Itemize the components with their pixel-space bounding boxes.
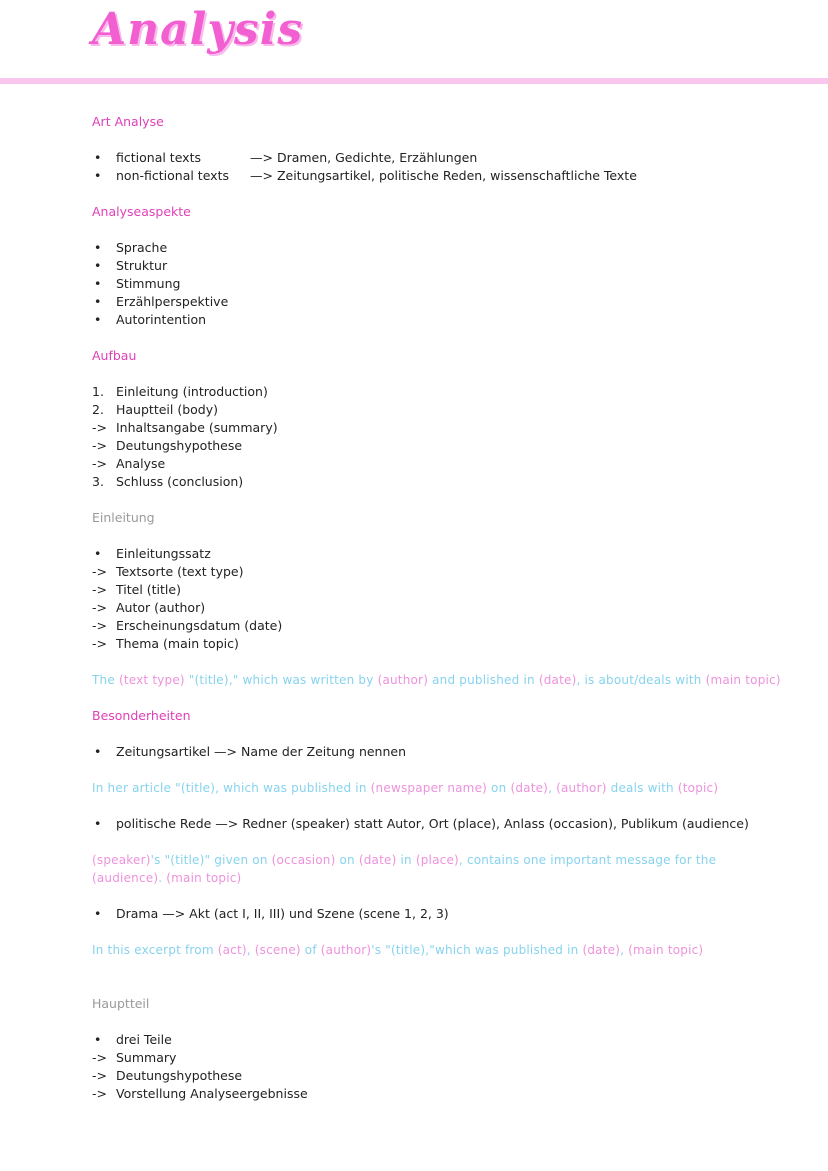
list-marker: ->	[92, 438, 107, 453]
list-item-text: Sprache	[116, 240, 168, 255]
bullet-marker: •	[94, 150, 102, 165]
section-heading-analyseaspekte: Analyseaspekte	[92, 204, 191, 219]
list-item	[92, 743, 782, 761]
hauptteil-list	[92, 1031, 782, 1103]
list-marker: ->	[92, 564, 107, 579]
page-title: Analysis	[92, 4, 304, 55]
list-item-text: Summary	[116, 1050, 177, 1065]
list-item	[92, 905, 782, 923]
list-marker: •	[94, 546, 102, 561]
list-item-text: Inhaltsangabe (summary)	[116, 420, 278, 435]
list-item	[92, 401, 782, 419]
list-item	[92, 473, 782, 491]
section-heading-hauptteil: Hauptteil	[92, 996, 150, 1011]
list-item	[92, 293, 782, 311]
list-item	[92, 275, 782, 293]
list-item-text: Titel (title)	[116, 582, 181, 597]
list-item-text: Thema (main topic)	[116, 636, 239, 651]
art-label: fictional texts	[116, 150, 201, 165]
list-marker: 3.	[92, 474, 104, 489]
list-marker: ->	[92, 1068, 107, 1083]
list-item-text: politische Rede —> Redner (speaker) statt Autor, Ort (place), Anlass (occasion), Publikum (audience)	[116, 816, 749, 831]
list-marker: ->	[92, 618, 107, 633]
list-item	[92, 1031, 782, 1049]
list-item	[92, 545, 782, 563]
list-marker: ->	[92, 1086, 107, 1101]
list-item	[92, 383, 782, 401]
list-item-text: Autorintention	[116, 312, 207, 327]
bullet-marker: •	[94, 168, 102, 183]
list-marker: ->	[92, 456, 107, 471]
bullet-marker: •	[94, 816, 102, 831]
list-marker: ->	[92, 636, 107, 651]
list-item	[92, 635, 782, 653]
drama-template-sentence: In this excerpt from (act), (scene) of (author)'s "(title),"which was published in (date), (main topic)	[92, 943, 704, 957]
list-item-text: Deutungshypothese	[116, 438, 243, 453]
list-item-text: Einleitungssatz	[116, 546, 211, 561]
list-marker: ->	[92, 582, 107, 597]
list-item-text: Deutungshypothese	[116, 1068, 243, 1083]
bullet-marker: •	[94, 240, 102, 255]
list-item-text: Textsorte (text type)	[116, 564, 244, 579]
list-item-text: Drama —> Akt (act I, II, III) und Szene (scene 1, 2, 3)	[116, 906, 449, 921]
bullet-marker: •	[94, 294, 102, 309]
list-item	[92, 437, 782, 455]
list-marker: 2.	[92, 402, 104, 417]
list-item-text: Analyse	[116, 456, 166, 471]
list-item-text: Autor (author)	[116, 600, 206, 615]
title-divider	[0, 78, 828, 84]
list-marker: ->	[92, 1050, 107, 1065]
bullet-marker: •	[94, 276, 102, 291]
besonderheiten-rede	[92, 815, 782, 833]
art-list	[92, 149, 782, 185]
list-marker: •	[94, 1032, 102, 1047]
list-item	[92, 167, 782, 185]
list-item-text: Zeitungsartikel —> Name der Zeitung nennen	[116, 744, 407, 759]
art-label: non-fictional texts	[116, 168, 229, 183]
list-item	[92, 563, 782, 581]
einleitung-list	[92, 545, 782, 653]
besonderheiten-zeitung	[92, 743, 782, 761]
list-item	[92, 1067, 782, 1085]
list-item	[92, 617, 782, 635]
zeitung-template-sentence: In her article "(title), which was published in (newspaper name) on (date), (author) deals with (topic)	[92, 781, 719, 795]
list-item	[92, 257, 782, 275]
list-item	[92, 311, 782, 329]
list-item-text: Hauptteil (body)	[116, 402, 218, 417]
list-item-text: Struktur	[116, 258, 168, 273]
aspekte-list	[92, 239, 782, 329]
besonderheiten-drama	[92, 905, 782, 923]
list-item	[92, 149, 782, 167]
list-item	[92, 239, 782, 257]
list-item-text: Stimmung	[116, 276, 181, 291]
bullet-marker: •	[94, 744, 102, 759]
notes-content	[92, 113, 782, 1103]
list-marker: 1.	[92, 384, 104, 399]
list-item	[92, 1049, 782, 1067]
list-item	[92, 581, 782, 599]
list-item	[92, 419, 782, 437]
bullet-marker: •	[94, 906, 102, 921]
aufbau-list	[92, 383, 782, 491]
art-value: —> Zeitungsartikel, politische Reden, wissenschaftliche Texte	[250, 168, 637, 183]
list-item	[92, 1085, 782, 1103]
list-item-text: Einleitung (introduction)	[116, 384, 268, 399]
list-item-text: Vorstellung Analyseergebnisse	[116, 1086, 308, 1101]
art-value: —> Dramen, Gedichte, Erzählungen	[250, 150, 478, 165]
list-marker: ->	[92, 420, 107, 435]
list-item-text: Erzählperspektive	[116, 294, 229, 309]
section-heading-art-analyse: Art Analyse	[92, 114, 164, 129]
list-item	[92, 455, 782, 473]
einleitung-template-sentence: The (text type) "(title)," which was written by (author) and published in (date), is about/deals with (main topic)	[92, 673, 781, 687]
list-item	[92, 815, 782, 833]
section-heading-aufbau: Aufbau	[92, 348, 137, 363]
list-item	[92, 599, 782, 617]
list-item-text: drei Teile	[116, 1032, 172, 1047]
list-item-text: Erscheinungsdatum (date)	[116, 618, 283, 633]
section-heading-besonderheiten: Besonderheiten	[92, 708, 191, 723]
section-heading-einleitung: Einleitung	[92, 510, 155, 525]
list-item-text: Schluss (conclusion)	[116, 474, 244, 489]
list-marker: ->	[92, 600, 107, 615]
bullet-marker: •	[94, 312, 102, 327]
bullet-marker: •	[94, 258, 102, 273]
rede-template-sentence: (speaker)'s "(title)" given on (occasion) on (date) in (place), contains one important message for the (audience). (main topic)	[92, 853, 717, 885]
